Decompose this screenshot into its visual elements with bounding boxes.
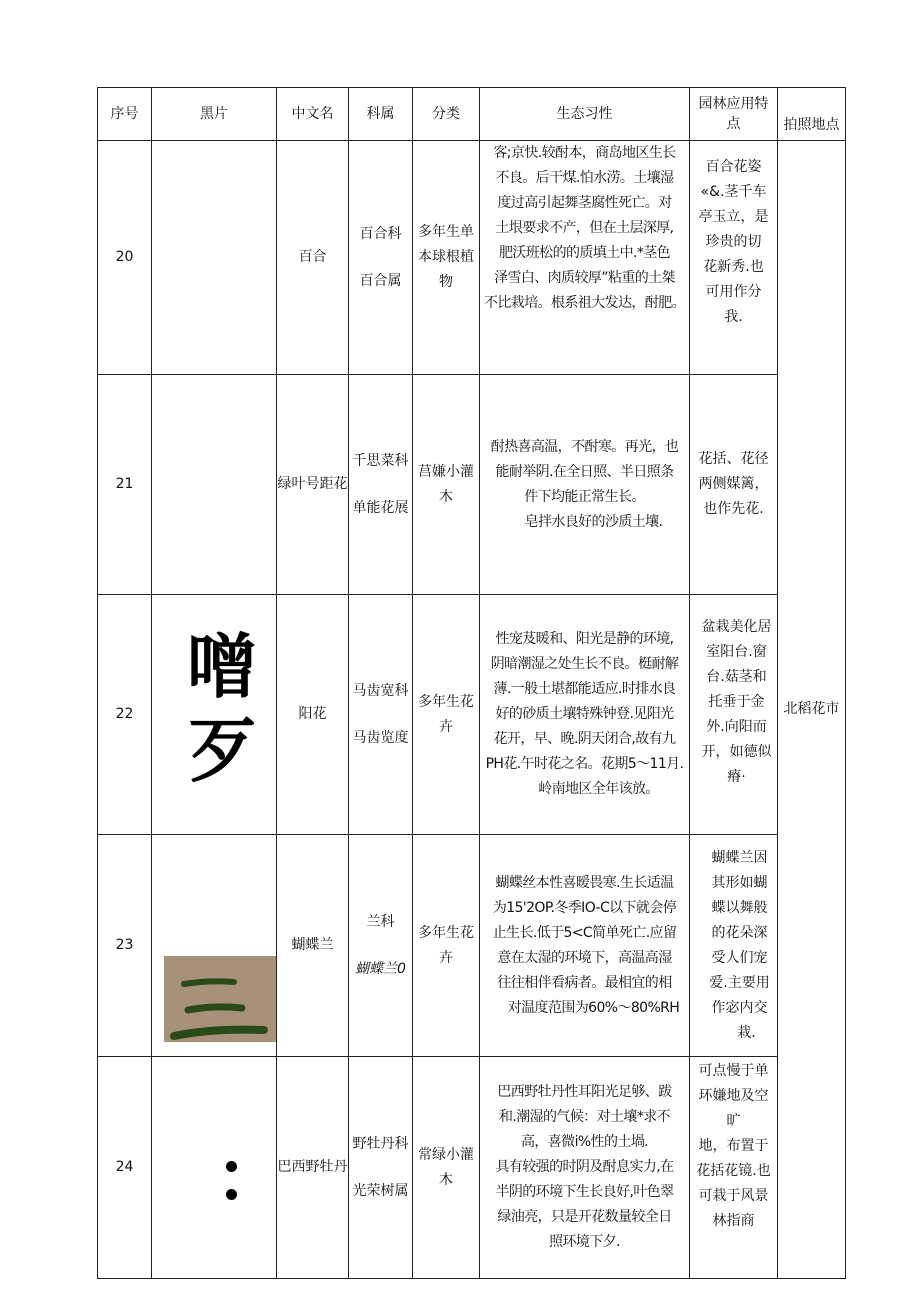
garden-line: 盆栽美化居 [701, 619, 772, 635]
family: 百合科 [359, 225, 402, 242]
row-number: 20 [98, 141, 152, 375]
ecology-line: 不良。后干煤.怕水涝。土壤湿 [495, 170, 674, 186]
garden-line: 花新秀.也 [703, 259, 764, 275]
row-number: 24 [98, 1057, 152, 1279]
header-num: 序号 [98, 88, 152, 141]
row-number: 23 [98, 835, 152, 1057]
garden-line: 其形如蝴 [711, 874, 768, 891]
photo-cell [152, 375, 277, 595]
family-genus [349, 375, 413, 595]
ecology-line: 阴暗潮湿之处生长不良。梃耐解 [490, 656, 679, 672]
garden-line: 可栽于风景 [698, 1188, 769, 1204]
family-genus [349, 595, 413, 835]
ecology-line: 度过高引起舞茎腐性死亡。对 [497, 195, 672, 211]
ecology-text [480, 595, 690, 835]
photo-cell [152, 595, 277, 835]
photo-location: 北稻花市 [778, 141, 846, 1279]
header-family: 科属 [349, 88, 413, 141]
ecology-line: 照环境下夕. [549, 1234, 620, 1250]
garden-line: 也作先花. [703, 501, 764, 517]
header-place: 拍照地点 [778, 88, 846, 141]
header-ecology: 生态习性 [480, 88, 690, 141]
category: 多年生花卉 [413, 595, 480, 835]
ecology-line: 对温度范围为60%〜80%RH [507, 999, 680, 1016]
ecology-line: 花开，早、晚.阴天闭合,故有九 [493, 731, 676, 747]
family: 千思菜科 [352, 452, 409, 469]
ecology-line: 岭南地区全年该放。 [538, 781, 659, 797]
family-genus [349, 1057, 413, 1279]
table-row [98, 1057, 846, 1279]
table-row [98, 141, 846, 375]
garden-line: 可点慢于单 [698, 1063, 769, 1079]
chinese-name: 蝴蝶兰 [277, 835, 349, 1057]
family-genus [349, 141, 413, 375]
ecology-text [480, 1057, 690, 1279]
garden-line: 花括花镜.也 [696, 1163, 771, 1179]
garden-line: 地，布置于 [698, 1138, 769, 1154]
ecology-line: 薄.一般土堪都能适应.时排水良 [493, 681, 676, 697]
ecology-line: 泽雪白、肉质较厚”粘重的土桀 [494, 270, 675, 286]
genus: 单能花展 [352, 499, 409, 516]
garden-line: 我. [724, 309, 743, 325]
plant-table [97, 87, 846, 1279]
garden-line: 瘠· [727, 769, 746, 785]
garden-line: «&.茎千车 [700, 184, 767, 200]
ecology-line: 肥沃班松的的质填土中.*茎色 [498, 245, 671, 261]
header-garden [690, 88, 778, 141]
ecology-text [480, 141, 690, 375]
ecology-text [480, 835, 690, 1057]
ecology-line: 半阴的环境下生长良好,叶色翠 [495, 1184, 674, 1200]
photo-cell [152, 835, 277, 1057]
chinese-name: 百合 [277, 141, 349, 375]
genus: 百合属 [359, 272, 402, 289]
ecology-line: 酎热喜高温，不酎寒。再光，也 [490, 438, 679, 455]
ecology-line: 和.潮湿的气候：对土壤*求不 [498, 1109, 671, 1125]
family: 马齿宽科 [352, 682, 409, 699]
header-row [98, 88, 846, 141]
header-garden-line2: 点 [726, 116, 741, 132]
category: 多年生单本球根植物 [413, 141, 480, 375]
plant-photo [226, 1161, 237, 1217]
garden-line: 花括、花径 [698, 451, 769, 467]
ecology-line: 能耐举阴.在全日照、半日照条 [495, 463, 674, 480]
garden-line: 珍贵的切 [705, 234, 762, 250]
garden-line: 外.向阳而 [706, 719, 767, 735]
family: 野牡丹科 [352, 1135, 409, 1152]
garden-use-text [690, 835, 778, 1057]
ecology-line: 客;京快.较酎本，商岛地区生长 [493, 145, 676, 161]
garden-use-text [690, 375, 778, 595]
ecology-line: 土垠要求不产，但在土层深厚, [495, 220, 674, 236]
garden-line: 百合花姿 [705, 159, 762, 175]
garden-line: 两侧媒篱， [698, 476, 769, 492]
family-genus [349, 835, 413, 1057]
table-row [98, 835, 846, 1057]
row-number: 22 [98, 595, 152, 835]
header-garden-line1: 园林应用特 [698, 96, 769, 112]
ecology-line: 件下均能正常生长。 [524, 488, 645, 505]
garden-use-text [690, 595, 778, 835]
chinese-name: 巴西野牡丹 [277, 1057, 349, 1279]
photo-cell [152, 141, 277, 375]
garden-line: 林指商 [712, 1213, 755, 1229]
ecology-line: 皂拌水良好的沙质土壤. [524, 513, 663, 530]
garden-line: 亭玉立，是 [698, 209, 769, 225]
ecology-line: 意在太湿的环境下，高温高湿 [497, 949, 672, 966]
chinese-name: 绿叶号距花 [277, 375, 349, 595]
table-row [98, 375, 846, 595]
garden-line: 受人们宠 [711, 949, 768, 966]
chinese-name: 阳花 [277, 595, 349, 835]
garden-line: 托垂于金 [708, 694, 765, 710]
family: 兰科 [366, 913, 395, 930]
ecology-line: 绿油亮，只是开花数量较全日 [497, 1209, 672, 1225]
garden-line: 开，如德似 [701, 744, 772, 760]
plant-photo [164, 956, 277, 1042]
ecology-line: 好的砂质土壤特殊钟登.见阳光 [495, 706, 674, 722]
genus: 光荣树属 [352, 1182, 409, 1199]
ecology-line: 止生长.低于5<C简单死亡.应留 [492, 924, 677, 941]
garden-line: 栽. [737, 1024, 756, 1041]
garden-line: 爱.主要用 [709, 974, 770, 991]
ecology-text [480, 375, 690, 595]
garden-line: 环嫌地及空 [698, 1088, 769, 1104]
garden-line: 可用作分 [705, 284, 762, 300]
genus: 马齿览度 [352, 729, 409, 746]
table-row [98, 595, 846, 835]
ecology-line: 不比栽培。根系祖大发达，酎肥。 [484, 295, 685, 311]
category: 莒嫌小灌木 [413, 375, 480, 595]
garden-use-text [690, 141, 778, 375]
ecology-line: PH花.午时花之名。花期5〜11月. [485, 756, 684, 772]
ecology-line: 具有较强的时阴及酎息实力,在 [495, 1159, 674, 1175]
plant-photo: 噌歹 [187, 625, 257, 792]
category: 常绿小灌木 [413, 1057, 480, 1279]
ecology-line: 蝴蝶丝本性喜暧畏寒.生长适温 [495, 874, 674, 891]
header-category: 分类 [413, 88, 480, 141]
garden-line: 台.菇茎和 [706, 669, 767, 685]
garden-line: 蝴蝶兰因 [711, 849, 768, 866]
ecology-line: 性宠芨暖和、阳光是静的环境, [495, 631, 674, 647]
ecology-line: 往往相伴看病者。最相宜的相 [497, 974, 672, 991]
photo-cell [152, 1057, 277, 1279]
header-photo: 黑片 [152, 88, 277, 141]
header-name: 中文名 [277, 88, 349, 141]
garden-line: 的花朵深 [711, 924, 768, 941]
row-number: 21 [98, 375, 152, 595]
genus: 蝴蝶兰0 [355, 960, 406, 977]
garden-line: 室阳台.窗 [706, 644, 767, 660]
ecology-line: 高，喜微i%性的土堝. [520, 1134, 649, 1150]
garden-use-text [690, 1057, 778, 1279]
garden-line: 蝶以舞般 [711, 899, 768, 916]
garden-line: 作宓内交 [711, 999, 768, 1016]
garden-line: 旷 [726, 1113, 741, 1129]
category: 多年生花卉 [413, 835, 480, 1057]
ecology-line: 巴西野牡丹性耳阳光足够、跋 [497, 1084, 672, 1100]
ecology-line: 为15'2OP.冬季IO-C以下就会停 [492, 899, 677, 916]
